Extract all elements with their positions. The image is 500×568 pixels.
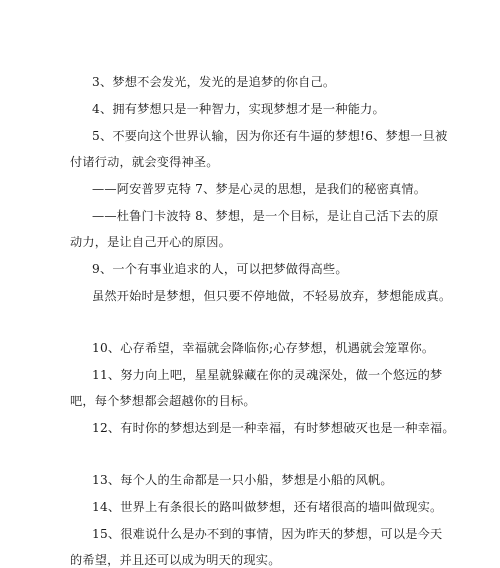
text-line: 11、努力向上吧，星星就躲藏在你的灵魂深处，做一个悠远的梦 bbox=[92, 368, 443, 382]
text-line: 的希望，并且还可以成为明天的现实。 bbox=[70, 553, 281, 567]
text-line: ——阿安普罗克特 7、梦是心灵的思想，是我们的秘密真情。 bbox=[92, 182, 427, 196]
text-line: 虽然开始时是梦想，但只要不停地做，不轻易放弃，梦想能成真。 bbox=[92, 289, 452, 303]
text-line: 5、不要向这个世界认输，因为你还有牛逼的梦想!6、梦想一旦被 bbox=[92, 129, 448, 143]
text-line: 3、梦想不会发光，发光的是追梦的你自己。 bbox=[92, 75, 336, 89]
text-line: 15、很难说什么是办不到的事情，因为昨天的梦想，可以是今天 bbox=[92, 527, 443, 541]
text-line: 9、一个有事业追求的人，可以把梦做得高些。 bbox=[92, 262, 348, 276]
text-line: 13、每个人的生命都是一只小船，梦想是小船的风帆。 bbox=[92, 473, 393, 487]
text-line: 10、心存希望，幸福就会降临你;心存梦想，机遇就会笼罩你。 bbox=[92, 341, 435, 355]
text-line: ——杜鲁门卡波特 8、梦想，是一个目标，是让自己活下去的原 bbox=[92, 209, 439, 223]
text-line: 4、拥有梦想只是一种智力，实现梦想才是一种能力。 bbox=[92, 102, 385, 116]
text-line: 付诸行动，就会变得神圣。 bbox=[70, 155, 219, 169]
text-line: 动力，是让自己开心的原因。 bbox=[70, 235, 232, 249]
text-line: 14、世界上有条很长的路叫做梦想，还有堵很高的墙叫做现实。 bbox=[92, 500, 443, 514]
text-line: 吧，每个梦想都会超越你的目标。 bbox=[70, 394, 256, 408]
text-line: 12、有时你的梦想达到是一种幸福，有时梦想破灭也是一种幸福。 bbox=[92, 421, 455, 435]
